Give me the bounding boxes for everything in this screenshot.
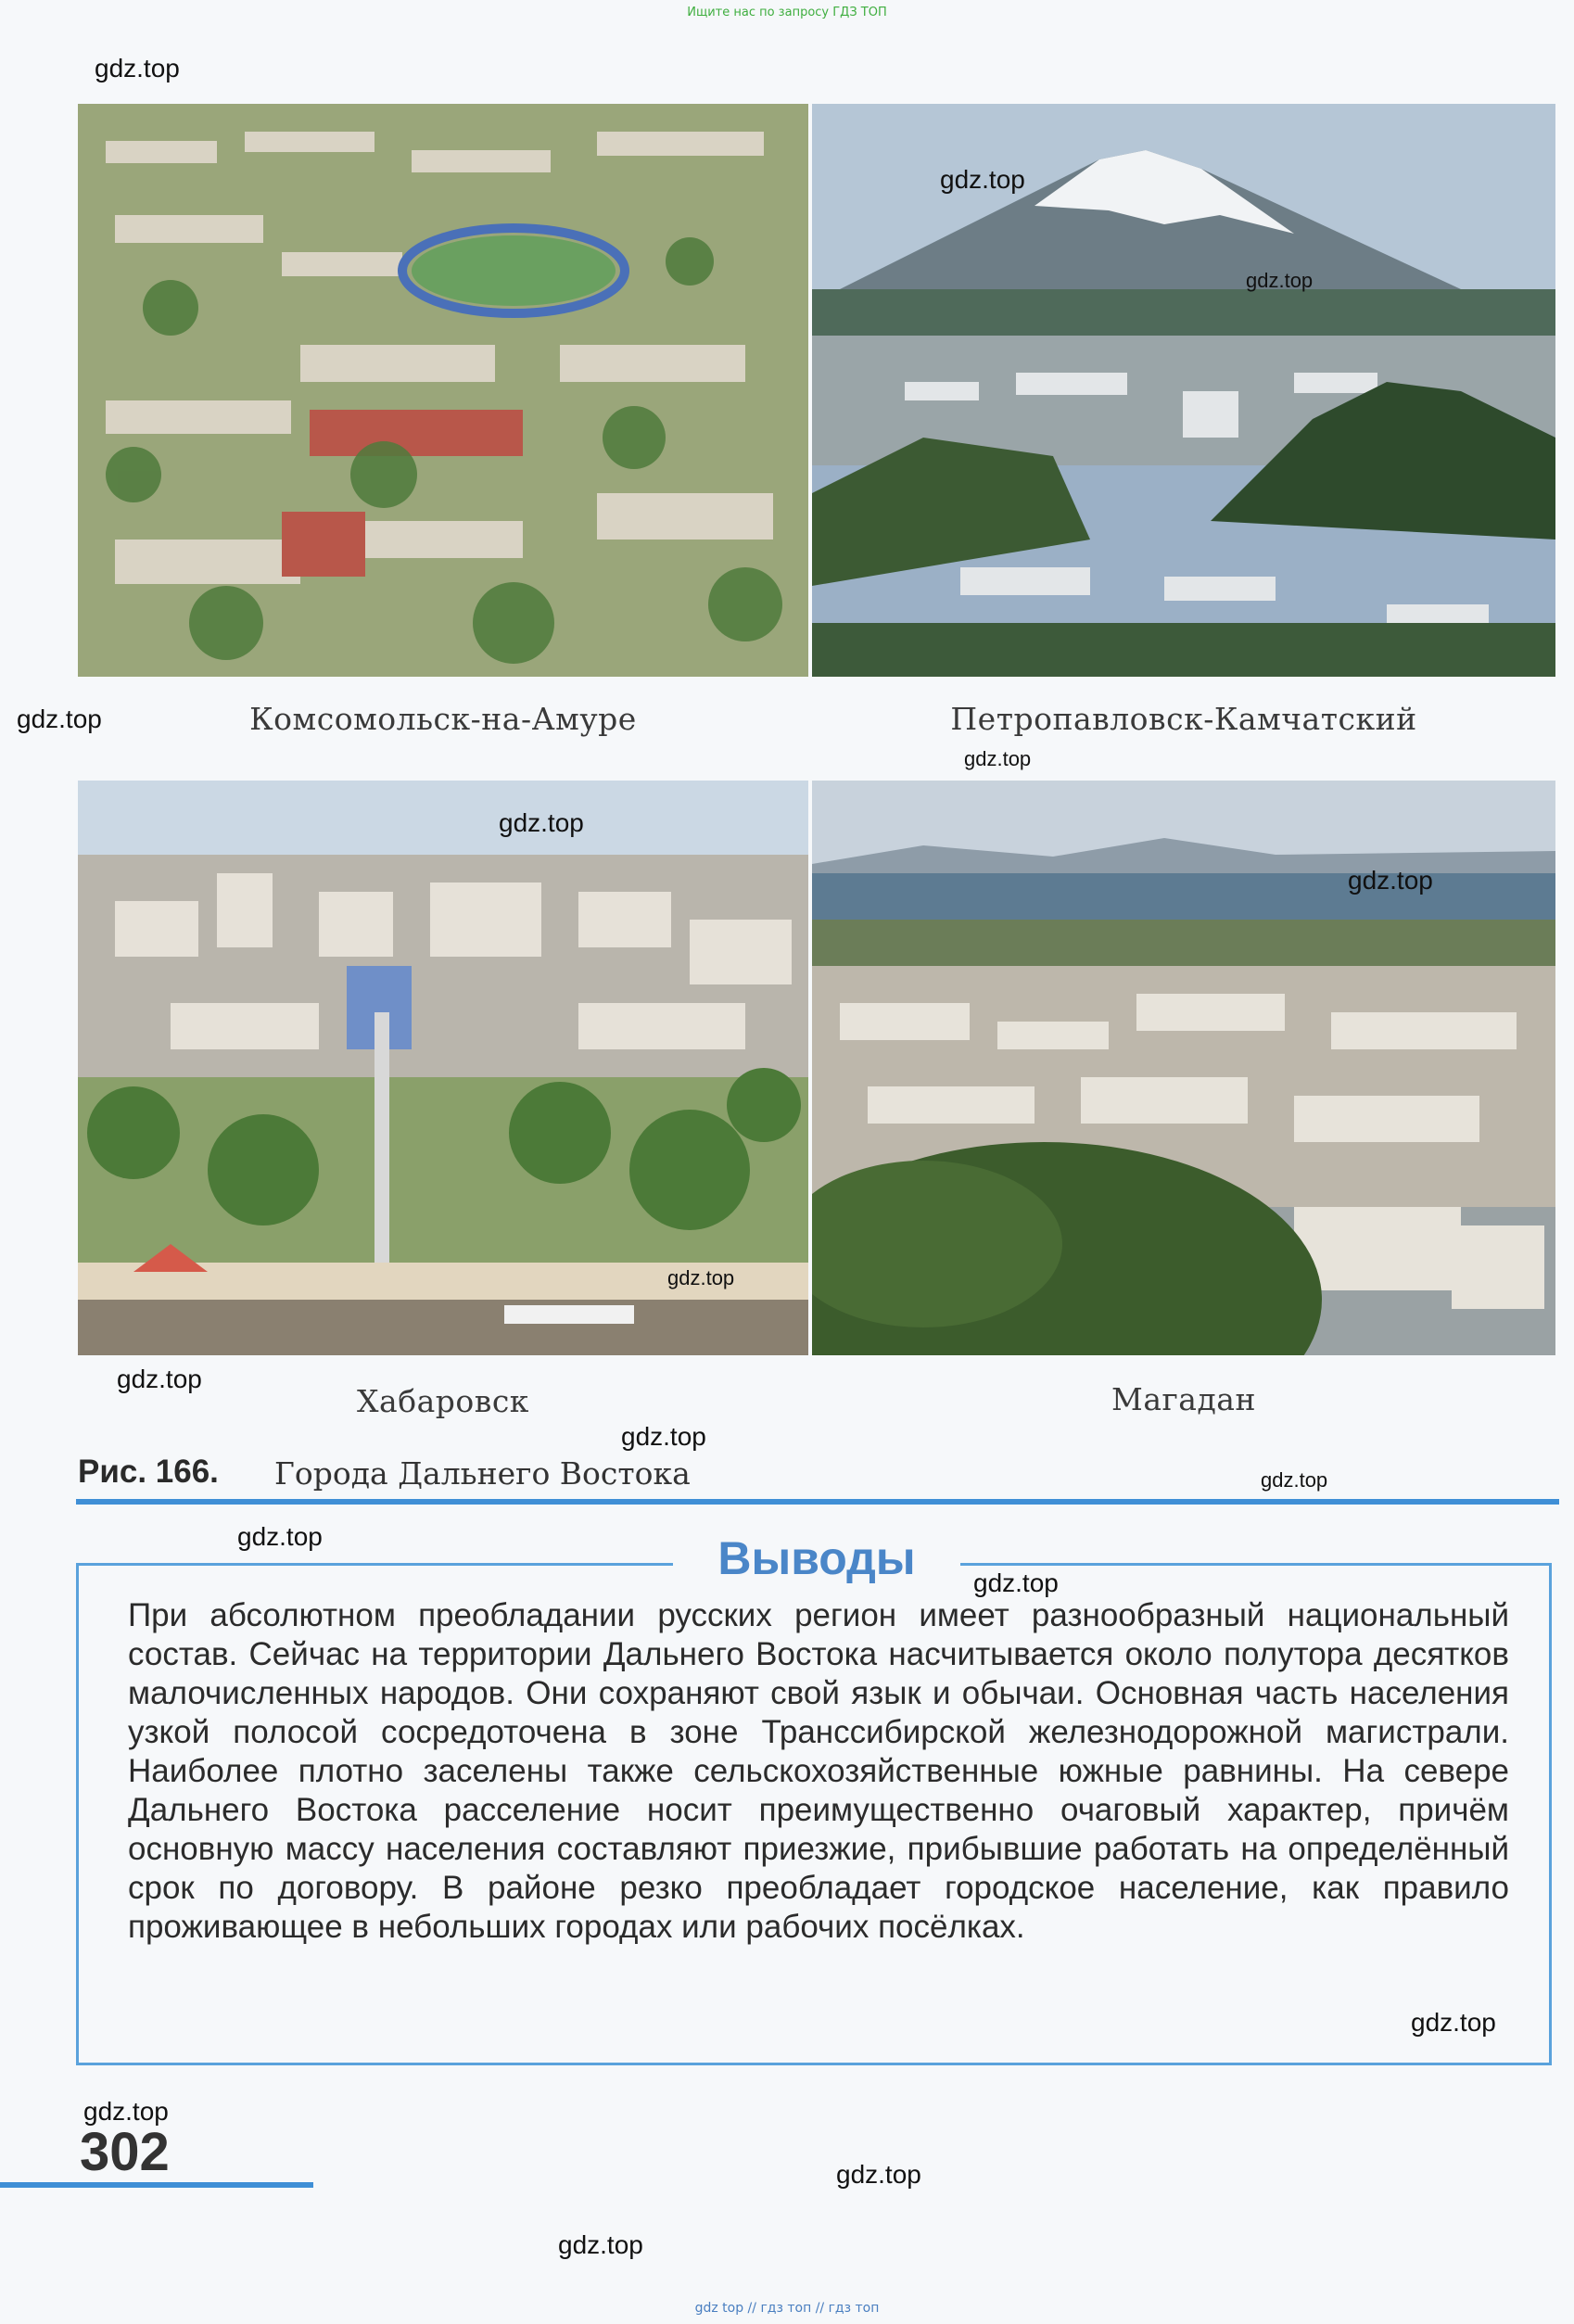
watermark: gdz.top bbox=[237, 1522, 323, 1551]
watermark: gdz.top bbox=[95, 54, 180, 83]
watermark: gdz.top bbox=[964, 747, 1032, 770]
watermark: gdz.top bbox=[836, 2160, 921, 2189]
page-number: 302 bbox=[80, 2122, 170, 2182]
watermark: gdz.top bbox=[667, 1266, 735, 1289]
watermark: gdz.top bbox=[83, 2097, 169, 2126]
figure-title: Города Дальнего Востока bbox=[274, 1455, 691, 1492]
photo-komsomolsk bbox=[78, 104, 808, 677]
city-bay-image bbox=[812, 781, 1555, 1355]
header-note: Ищите нас по запросу ГДЗ ТОП bbox=[687, 6, 887, 19]
footer-note: gdz top // гдз топ // гдз топ bbox=[694, 2301, 880, 2316]
volcano-city-image bbox=[812, 104, 1555, 677]
watermark: gdz.top bbox=[621, 1422, 706, 1451]
photo-magadan bbox=[812, 781, 1555, 1355]
watermark: gdz.top bbox=[1411, 2008, 1496, 2037]
watermark: gdz.top bbox=[17, 705, 102, 733]
caption-magadan: Магадан bbox=[1111, 1381, 1256, 1417]
watermark: gdz.top bbox=[940, 165, 1025, 194]
watermark: gdz.top bbox=[1348, 866, 1433, 895]
watermark: gdz.top bbox=[973, 1568, 1059, 1597]
figure-label: Рис. 166. bbox=[78, 1454, 219, 1490]
page-number-underline bbox=[0, 2182, 313, 2188]
photo-petropavlovsk bbox=[812, 104, 1555, 677]
watermark: gdz.top bbox=[1246, 269, 1314, 292]
figure-divider bbox=[76, 1499, 1559, 1505]
conclusions-title: Выводы bbox=[717, 1532, 916, 1584]
watermark: gdz.top bbox=[1261, 1468, 1328, 1492]
conclusions-text: При абсолютном преобладании русских регион имеет разнообразный национальный состав. Сейчас на территории Дальнего Востока насчитывается около полутора десятков малочисленных народов. Они сохраняют свой язык и обычаи. Основная часть населения узкой полосой сосредоточена в зоне Транссибирской железнодорожной магистрали. Наиболее плотно заселены также сельскохозяйственные южные равнины. На севере Дальнего Востока расселение носит преимущественно очаговый характер, причём основную массу населения составляют приезжие, прибывшие работать на определённый срок по договору. В районе резко преобладает городское население, как правило проживающее в небольших городах или рабочих посёлках. bbox=[128, 1597, 1509, 1945]
city-aerial-image bbox=[78, 104, 808, 677]
watermark: gdz.top bbox=[117, 1365, 202, 1393]
watermark: gdz.top bbox=[499, 808, 584, 837]
caption-komsomolsk: Комсомольск-на-Амуре bbox=[249, 701, 637, 737]
caption-khabarovsk: Хабаровск bbox=[357, 1383, 529, 1419]
caption-petropavlovsk: Петропавловск-Камчатский bbox=[950, 701, 1417, 737]
watermark: gdz.top bbox=[558, 2230, 643, 2259]
